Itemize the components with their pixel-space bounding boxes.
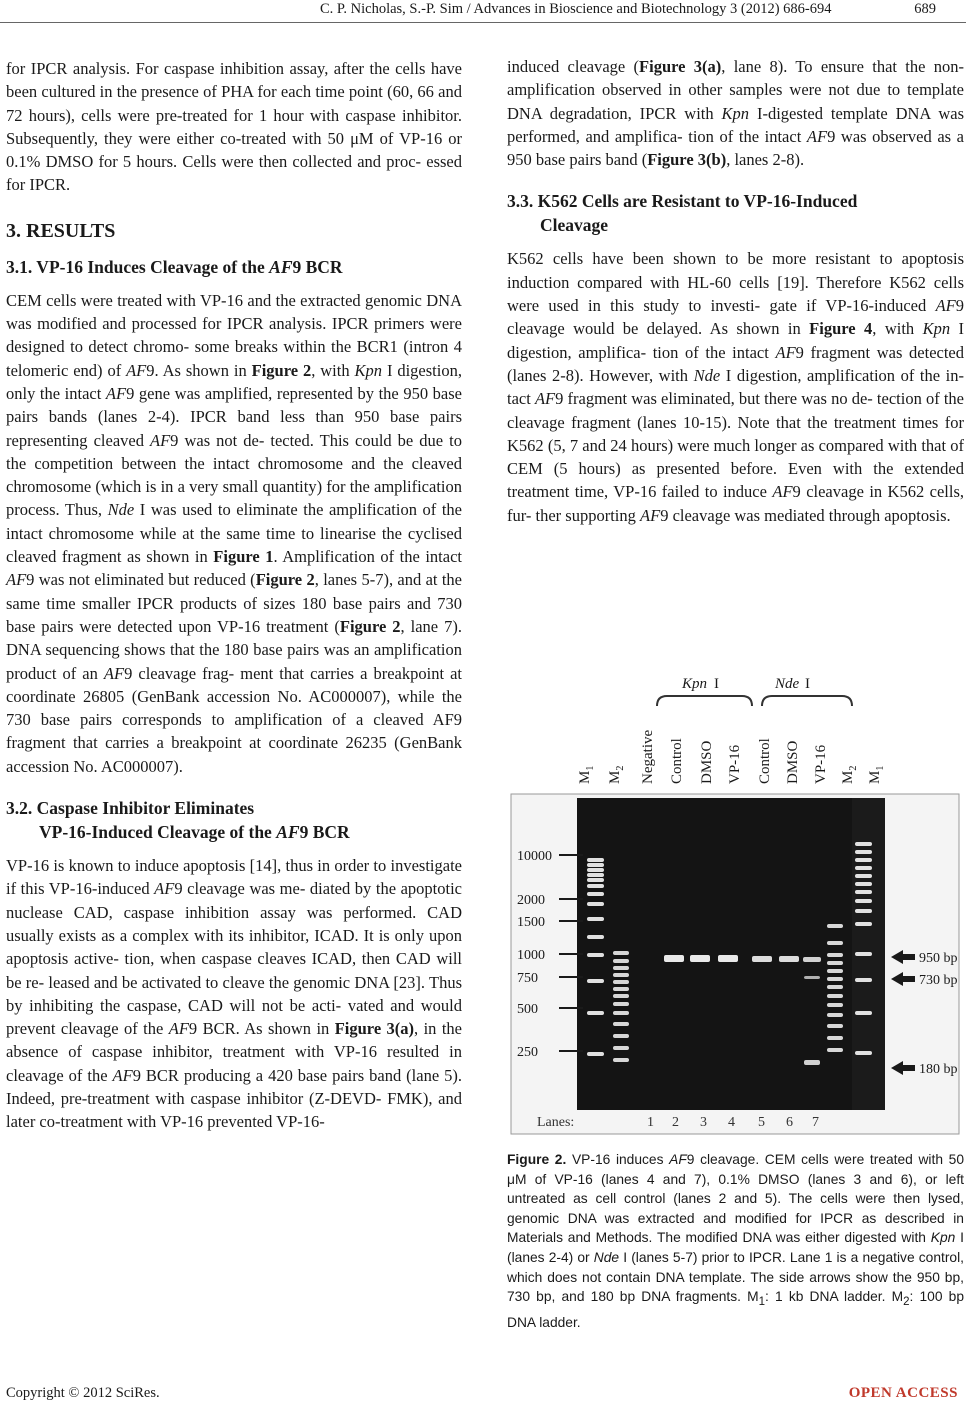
band-size-label: 730 bp <box>919 973 958 988</box>
text-run: I digestion, only the intact <box>6 360 462 403</box>
text-run: : 1 kb DNA ladder. M <box>765 1289 904 1305</box>
text-run: K562 cells have been shown to be more resistant to apoptosis induction compared with HL-60 cells [19]. Therefore K562 cells were used in this study to investi- gate if VP-16-induced <box>507 249 964 316</box>
kpn-suffix: I <box>714 676 719 692</box>
gel-band <box>613 1011 629 1015</box>
lane-number: 1 <box>647 1115 654 1130</box>
heading-text: Cleavage <box>540 215 609 236</box>
lane-number: 4 <box>728 1115 735 1130</box>
heading-text: 9 BCR <box>299 822 350 843</box>
gel-band <box>855 850 872 854</box>
gel-band <box>827 953 843 957</box>
figure-2-caption <box>507 1150 964 1332</box>
text-run: : 100 bp DNA ladder. <box>507 1289 964 1330</box>
nde-bracket <box>762 696 852 706</box>
gel-band <box>779 956 799 962</box>
lane-header: Negative <box>640 729 656 784</box>
gel-band <box>827 1036 843 1040</box>
open-access-badge: OPEN ACCESS <box>848 1385 958 1401</box>
text-run: 9 was observed as a 950 base pairs band ( <box>507 126 965 170</box>
gel-band <box>613 966 629 970</box>
gel-band <box>827 977 843 981</box>
gel-band <box>855 899 872 903</box>
section-3-3-paragraph <box>507 247 964 527</box>
figure-ref: Figure 2 <box>339 616 401 636</box>
gel-band <box>587 902 604 906</box>
text-run: VP-16 induces <box>566 1152 670 1167</box>
text-run: I digestion, amplifica- tion of the intact <box>507 319 964 362</box>
gel-band <box>803 957 821 962</box>
gene-name: AF <box>806 126 828 146</box>
enzyme-name: Nde <box>693 365 721 385</box>
gel-band <box>587 873 604 877</box>
gel-band <box>855 1051 872 1055</box>
gel-band <box>855 952 872 956</box>
nde-suffix: I <box>805 676 810 692</box>
lane-header-subscript: 2 <box>615 765 626 771</box>
text-run: I (lanes 5-7) prior to IPCR. Lane 1 is a negative control, which does not contain DNA template. The side arrows show the 950 bp, 730 bp, and 180 bp DNA fragments. M <box>507 1249 964 1305</box>
gel-band <box>587 858 604 862</box>
gel-band <box>827 994 843 998</box>
figure-ref: Figure 3(a) <box>334 1019 415 1039</box>
text-run: 9 cleavage frag- ment that carries a breakpoint at coordinate 26805 (GenBank accession No. AC000007), while the 730 base pairs corresponds to amplification of a cleaved AF9 fragment that carries a breakpoint at coordinate 26235 (GenBank accession No. AC000007). <box>6 663 462 776</box>
gel-band <box>855 890 872 894</box>
lane-header: Control <box>757 738 773 784</box>
lane-header: $M_1$ <box>867 765 886 784</box>
lane-header: DMSO <box>785 740 801 784</box>
text-run: I-digested template DNA was performed, and amplifica- tion of the intact <box>507 103 964 146</box>
text-run: , lane 7). DNA sequencing shows that the 180 base pairs was an amplification product of an <box>6 616 462 683</box>
text-run: 9 cleavage was me- diated by the apoptotic nuclease CAD, caspase inhibition assay was performed. CAD usually exists as a complex with its inhibitor, ICAD. It is only upon apoptosis active- tion, when caspase cleaves ICAD, then CAD will be re- leased and be activated to cleave the genomic DNA [23]. Thus by inhibiting the caspase, CAD will not be acti- vated and would prevent cleavage of the <box>6 879 463 1039</box>
gene-name: AF <box>168 1019 189 1039</box>
gel-band <box>827 1048 843 1052</box>
text-run: 9. As shown in <box>146 360 252 380</box>
copyright: Copyright © 2012 SciRes. <box>6 1385 160 1401</box>
lane-number: 5 <box>758 1115 765 1130</box>
gel-band <box>827 941 843 945</box>
lane-number: 6 <box>786 1115 793 1130</box>
text-run: 9 BCR producing a 420 base pairs band (lane 5). Indeed, pre-treatment with caspase inhibitor (Z-DEVD- FMK), and later co-treatment with VP-16 prevented VP-16- <box>6 1065 462 1132</box>
text-run: 9 cleavage would be delayed. As shown in <box>507 296 964 339</box>
gel-band <box>855 874 872 878</box>
text-run: . Amplification of the intact <box>273 547 462 567</box>
gel-band <box>855 866 872 870</box>
gel-band <box>587 1011 604 1015</box>
ladder-label: 500 <box>517 1002 538 1017</box>
gel-band <box>827 969 843 973</box>
text-run: , in the absence of caspase inhibitor, treatment with VP-16 resulted in cleavage of the <box>6 1019 462 1085</box>
ladder-label: 250 <box>517 1045 538 1060</box>
text-run: CEM cells were treated with VP-16 and the extracted genomic DNA was modified and processed for IPCR analysis. IPCR primers were designed to detect chromo- some breaks within the BCR1 (intron 4 telomeric end) of <box>6 290 462 380</box>
text-run: 9 gene was amplified, represented by the 950 base pairs bands (lanes 2-4). IPCR band less than 950 base pairs representing cleaved <box>6 383 462 450</box>
enzyme-name: Kpn <box>930 1230 956 1246</box>
lane-number: 7 <box>812 1115 819 1130</box>
ladder-label: 2000 <box>517 893 545 908</box>
gel-band <box>613 959 629 963</box>
heading-text: 3.2. Caspase Inhibitor Eliminates <box>6 798 255 819</box>
gel-band <box>587 884 604 888</box>
page-number: 689 <box>914 1 936 17</box>
section-3-2-paragraph <box>6 854 462 1134</box>
heading-text: VP-16-Induced Cleavage of the <box>39 822 277 843</box>
intro-paragraph: for IPCR analysis. For caspase inhibition assay, after the cells have been cultured in the presence of PHA for each time point (60, 66 and 72 hours), cells were pre-treated for 1 hour with caspase inhibitor. Subsequently, they were either co-treated with 50 μM of VP-16 or 0.1% DMSO for 5 hours. Cells were then collected and proc- essed for IPCR. <box>6 59 462 195</box>
running-title: C. P. Nicholas, S.-P. Sim / Advances in Bioscience and Biotechnology 3 (2012) 686-694 <box>320 1 832 17</box>
lane-header: $M_1$ <box>577 765 596 784</box>
gel-band <box>587 979 604 983</box>
lane-header-subscript: 1 <box>875 765 886 771</box>
gel-band <box>827 1024 843 1028</box>
text-run: I was used to eliminate the amplification of the intact chromosome while at the same time to linearise the cyclised cleaved fragment as shown in <box>6 500 463 567</box>
left-column <box>6 57 462 1134</box>
gel-band <box>587 917 604 921</box>
gene-name: AF <box>772 482 793 502</box>
gel-band <box>855 882 872 886</box>
band-size-label: 950 bp <box>919 951 958 966</box>
section-3-3-heading <box>507 189 964 237</box>
gene-name: AF <box>112 1065 133 1085</box>
gel-band <box>613 1046 629 1050</box>
nde-label: Nde <box>775 676 800 692</box>
gel-band <box>587 868 604 872</box>
gel-band <box>827 961 843 965</box>
gene-name: AF <box>775 342 796 362</box>
lane-header: VP-16 <box>727 744 743 784</box>
lane-header: DMSO <box>699 740 715 784</box>
running-header <box>0 0 966 20</box>
subscript: 2 <box>903 1295 910 1308</box>
ladder-label: 1500 <box>517 915 545 930</box>
section-3-2-heading <box>6 796 462 844</box>
gel-band <box>613 994 629 998</box>
enzyme-name: Nde <box>107 500 135 520</box>
lane-header: Control <box>669 738 685 784</box>
text-run: I (lanes 2-4) or <box>507 1230 965 1265</box>
gel-band <box>827 985 843 989</box>
lanes-label: Lanes: <box>537 1115 575 1130</box>
heading-gene: AF <box>276 822 300 843</box>
ladder-label: 10000 <box>517 849 552 864</box>
gel-band <box>855 1011 872 1015</box>
gel-band <box>613 987 629 991</box>
gel-band <box>855 909 872 913</box>
section-3-1-heading <box>6 255 462 279</box>
gel-band <box>587 1052 604 1056</box>
kpn-label: Kpn <box>682 676 708 692</box>
gene-name: AF <box>103 663 125 683</box>
gel-band <box>613 973 629 977</box>
text-run: 9 cleavage. CEM cells were treated with 50 μM of VP-16 (lanes 4 and 7), 0.1% DMSO (lanes 3 and 6), or left untreated as cell control (lanes 2 and 5). The cells were then lysed, genomic DNA was extracted and modified for IPCR as described in Materials and Methods. The modified DNA was either digested with <box>507 1152 964 1246</box>
gel-band <box>613 1002 629 1006</box>
enzyme-name: Nde <box>593 1249 620 1265</box>
gel-band <box>613 1022 629 1026</box>
gel-band <box>804 976 820 979</box>
results-heading: 3. RESULTS <box>6 219 116 242</box>
gene-name: AF <box>126 360 147 380</box>
gel-band <box>664 955 684 962</box>
lane-header: $M_2$ <box>840 765 859 784</box>
enzyme-name: Kpn <box>721 103 750 123</box>
kpn-bracket <box>657 696 752 706</box>
heading-text: 3.3. K562 Cells are Resistant to VP-16-Induced <box>507 191 858 212</box>
lane-header-subscript: 1 <box>585 765 596 771</box>
gene-name: AF <box>150 430 171 450</box>
heading-text: 9 BCR <box>292 256 343 277</box>
heading-text: 3.1. VP-16 Induces Cleavage of the <box>6 256 270 277</box>
gel-band <box>613 1058 629 1062</box>
lane-number: 2 <box>672 1115 679 1130</box>
gene-name: AF <box>105 383 127 403</box>
gene-name: AF <box>935 296 956 316</box>
figure-ref: Figure 2 <box>255 570 315 590</box>
text-run: , lane 8). To ensure that the non-amplification observed in other samples were not due to template DNA degradation, IPCR with <box>507 57 964 123</box>
gel-band <box>718 955 738 962</box>
gel-band <box>827 1003 843 1007</box>
text-run: 9 BCR. As shown in <box>188 1019 335 1039</box>
text-run: I digestion, amplification of the in- tact <box>507 365 964 409</box>
text-run: 9 fragment was detected (lanes 2-8). However, with <box>507 342 965 385</box>
text-run: 9 was not eliminated but reduced ( <box>26 570 256 590</box>
figure-ref: Figure 1 <box>213 547 274 567</box>
gel-image <box>507 666 964 1140</box>
gel-band <box>587 892 604 896</box>
lane-number: 3 <box>700 1115 707 1130</box>
gel-band <box>855 858 872 862</box>
gel-band <box>752 956 772 962</box>
gel-band <box>613 951 629 955</box>
gel-band <box>587 878 604 882</box>
text-run: , lanes 2-8). <box>726 150 805 170</box>
figure-ref: Figure 3(b) <box>647 150 727 170</box>
text-run: , with <box>872 319 923 339</box>
ladder-label: 1000 <box>517 948 545 963</box>
gene-name: AF <box>640 505 661 525</box>
figure-ref: Figure 3(a) <box>639 57 722 76</box>
band-size-label: 180 bp <box>919 1062 958 1077</box>
right-column <box>507 55 964 527</box>
figure-ref: Figure 2 <box>251 360 312 380</box>
gel-band <box>613 980 629 984</box>
gel-band <box>587 863 604 867</box>
lane-header: VP-16 <box>813 744 829 784</box>
ladder-label: 750 <box>517 971 538 986</box>
text-run: 9 fragment was eliminated, but there was no de- tection of the cleavage fragment (lanes 10-15). Note that the treatment times for K562 (5, 7 and 24 hours) were much longer as compared with that of CEM (5 hours) as presented before. Even with the extended treatment time, VP-16 failed to induce <box>507 389 964 502</box>
gel-band <box>855 922 872 926</box>
text-run: 9 was not de- tected. This could be due to the competition between the intact chromosome and the cleaved chromosome (which is in a very small quantity) for the amplification process. Thus, <box>6 430 462 520</box>
figure-ref: Figure 4 <box>809 319 873 339</box>
enzyme-name: Kpn <box>354 360 383 380</box>
heading-gene: AF <box>269 256 293 277</box>
gel-band <box>690 955 710 962</box>
text-run: 9 cleavage in K562 cells, fur- ther supporting <box>507 482 964 525</box>
lane-header-subscript: 2 <box>848 765 859 771</box>
gene-name: AF <box>154 879 175 899</box>
gene-name: AF <box>534 389 556 409</box>
caption-label: Figure 2. <box>507 1152 567 1167</box>
figure-2-gel <box>507 666 964 1140</box>
subscript: 1 <box>758 1295 766 1308</box>
lane-header: $M_2$ <box>607 765 626 784</box>
gene-name: AF <box>669 1152 687 1167</box>
text-run: 9 cleavage was mediated through apoptosis. <box>660 505 951 525</box>
gel-band <box>587 935 604 939</box>
header-rule <box>0 22 966 23</box>
gene-name: AF <box>6 570 27 590</box>
text-run: VP-16 is known to induce apoptosis [14], thus in order to investigate if this VP-16-induced <box>6 856 462 899</box>
text-run: , with <box>311 360 355 380</box>
section-3-1-paragraph <box>6 289 462 778</box>
text-run: , lanes 5-7), and at the same time smaller IPCR products of sizes 180 base pairs and 730 base pairs were detected upon VP-16 treatment ( <box>6 570 462 636</box>
gel-band <box>804 1060 820 1065</box>
gel-band <box>827 1013 843 1017</box>
text-run: induced cleavage ( <box>507 57 640 76</box>
gel-band <box>613 1034 629 1038</box>
enzyme-name: Kpn <box>922 319 951 339</box>
gel-band <box>587 953 604 957</box>
gel-band <box>827 924 843 928</box>
continued-paragraph <box>507 55 964 171</box>
gel-band <box>855 978 872 982</box>
gel-band <box>855 842 872 846</box>
